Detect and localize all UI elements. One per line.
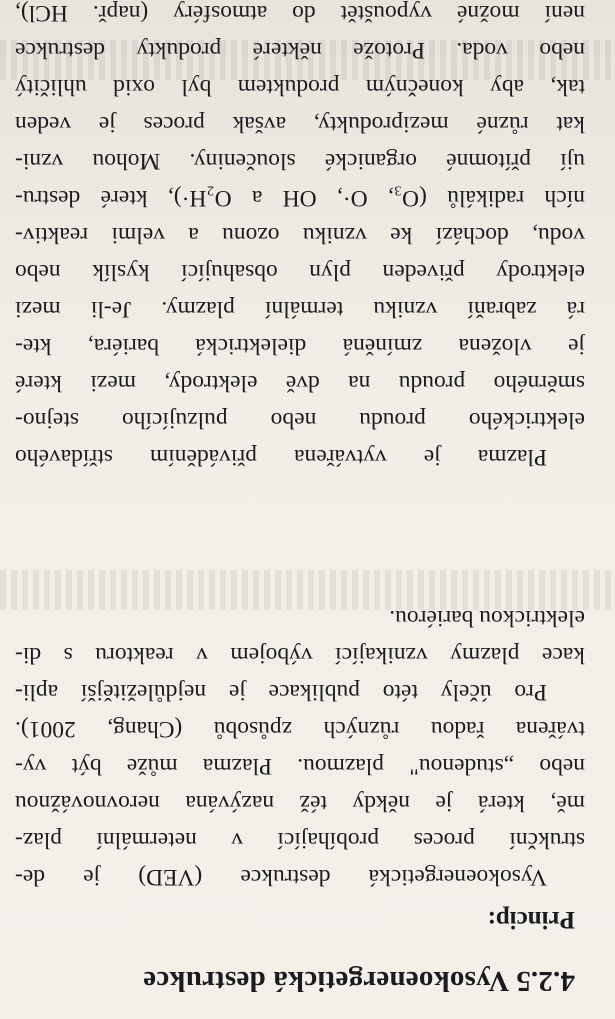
text-line: je vložena zmíněná dielektrická bariéra, kte-: [15, 333, 585, 359]
text-line: strukční proces probíhající v netermální plaz-: [15, 827, 585, 853]
text-line: kace plazmy vznikající výbojem v reaktoru s di-: [15, 642, 585, 668]
text-line: Pro účely této publikace je nejdůležitější apli-: [15, 679, 547, 705]
text-line: Plazma je vytvářena přiváděním střídavého: [15, 444, 547, 470]
text-line: nebo „studenou" plazmou. Plazma může být vy-: [15, 753, 585, 779]
text-line: mě, která je někdy též nazývána nerovnovážnou: [15, 790, 585, 816]
text-line: ují přítomné organické sloučeniny. Mohou vzni-: [15, 148, 585, 174]
text-line: Vysokoenergetická destrukce (VED) je de-: [15, 864, 547, 890]
text-line: směrného proudu na dvě elektrody, mezi které: [15, 370, 585, 396]
text-line: nebo voda. Protože některé produkty destrukce: [15, 37, 585, 63]
text-line: rá zabraňí vzniku termální plazmy. Je-li mezi: [15, 296, 585, 322]
text-line: vodu, dochází ke vzniku ozonu a velmi reaktiv-: [15, 222, 585, 248]
paragraph-2: [15, 0, 585, 475]
principle-label: Princip:: [487, 906, 575, 933]
text-line: kat různé meziprodukty, avšak proces je veden: [15, 111, 585, 137]
text-line: elektrického proudu nebo pulzujícího stejno-: [15, 407, 585, 433]
text-line: tvářena řadou různých způsobů (Chang, 2001).: [15, 716, 585, 742]
text-line: tak, aby konečným produktem byl oxid uhličitý: [15, 74, 585, 100]
text-line: ních radikálů (O₃, O·, OH a O₂H·), které destru-: [15, 185, 585, 211]
text-line: není možné vypouštět do atmosféry (např. HCl),: [15, 0, 585, 26]
text-line: elektrody přiveden plyn obsahující kyslík nebo: [15, 259, 585, 285]
paragraph-1: [15, 599, 585, 895]
section-heading: 4.2.5 Vysokoenergetická destrukce: [143, 965, 575, 997]
text-line: elektrickou bariérou.: [389, 605, 585, 631]
